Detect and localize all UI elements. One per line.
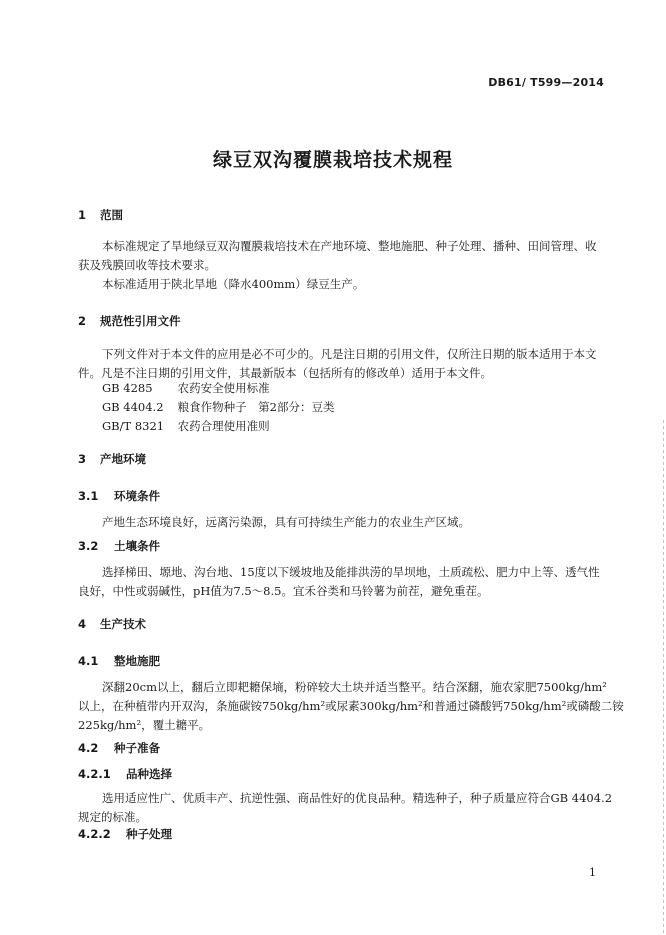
section-1-paragraph-2: 本标准适用于陕北旱地（降水400mm）绿豆生产。 [102,277,365,291]
reference-item [102,399,334,415]
text-line: 本标准规定了旱地绿豆双沟覆膜栽培技术在产地环境、整地施肥、种子处理、播种、田间管理、收 [102,239,597,253]
section-1-paragraph-1 [78,237,606,275]
text-line: 选用适应性广、优质丰产、抗逆性强、商品性好的优良品种。精选种子，种子质量应符合GB 4404.2 [102,791,613,805]
section-number: 3.1 [78,489,99,503]
section-4-2-1-heading [78,766,172,782]
section-number: 4 [78,617,87,631]
section-number: 4.2 [78,741,99,755]
reference-code: GB 4404.2 [102,400,164,414]
section-3-2-text [78,563,606,601]
section-title: 种子准备 [114,741,161,755]
reference-title: 农药合理使用准则 [177,419,270,433]
section-title: 生产技术 [100,617,147,631]
reference-title: 农药安全使用标准 [177,381,270,395]
reference-code: GB/T 8321 [102,419,165,433]
text-line: 良好，中性或弱碱性，pH值为7.5～8.5。宜禾谷类和马铃薯为前茬，避免重茬。 [78,584,489,598]
text-line: 下列文件对于本文件的应用是必不可少的。凡是注日期的引用文件，仅所注日期的版本适用于本文 [102,347,597,361]
section-2-heading [78,313,181,329]
section-title: 范围 [100,208,124,222]
section-number: 4.1 [78,654,99,668]
reference-code: GB 4285 [102,381,153,395]
section-title: 整地施肥 [114,654,161,668]
section-3-2-heading [78,538,160,554]
document-title: 绿豆双沟覆膜栽培技术规程 [212,149,453,171]
section-3-1-text: 产地生态环境良好，远离污染源，具有可持续生产能力的农业生产区域。 [102,515,470,529]
text-line: 规定的标准。 [78,810,147,824]
section-3-1-heading [78,488,160,504]
section-3-heading [78,451,146,467]
section-number: 3 [78,452,87,466]
reference-item [102,380,270,396]
text-line: 深翻20cm以上，翻后立即耙耱保墒，粉碎较大土块并适当整平。结合深翻，施农家肥7500kg/hm² [102,680,607,694]
text-line: 选择梯田、塬地、沟台地、15度以下缓坡地及能排洪涝的旱坝地，土质疏松、肥力中上等、透气性 [102,565,600,579]
section-2-paragraph-1 [78,345,606,383]
reference-title: 粮食作物种子 第2部分：豆类 [177,400,335,414]
section-4-1-text [78,678,624,735]
scan-edge-artifact [663,420,664,935]
text-line: 以上，在种植带内开双沟，条施碳铵750kg/hm²或尿素300kg/hm²和普通过磷酸钙750kg/hm²或磷酸二铵 [78,699,624,713]
section-4-2-1-text [78,789,613,827]
section-number: 4.2.2 [78,827,111,841]
text-line: 225kg/hm²，覆土耱平。 [78,718,211,732]
section-number: 2 [78,314,87,328]
section-title: 品种选择 [126,767,173,781]
section-title: 产地环境 [100,452,147,466]
text-line: 获及残膜回收等技术要求。 [78,258,216,272]
section-4-1-heading [78,653,160,669]
section-title: 种子处理 [126,827,173,841]
section-title: 环境条件 [114,489,161,503]
section-4-2-2-heading [78,826,172,842]
standard-number: DB61/ T599—2014 [488,76,604,89]
text-line: 件。凡是不注日期的引用文件，其最新版本（包括所有的修改单）适用于本文件。 [78,366,492,380]
section-number: 4.2.1 [78,767,111,781]
section-number: 3.2 [78,539,99,553]
section-4-heading [78,616,146,632]
section-1-heading [78,207,123,223]
section-4-2-heading [78,740,160,756]
reference-item [102,418,270,434]
page-number: 1 [589,866,596,879]
section-title: 规范性引用文件 [100,314,181,328]
section-title: 土壤条件 [114,539,161,553]
section-number: 1 [78,208,87,222]
